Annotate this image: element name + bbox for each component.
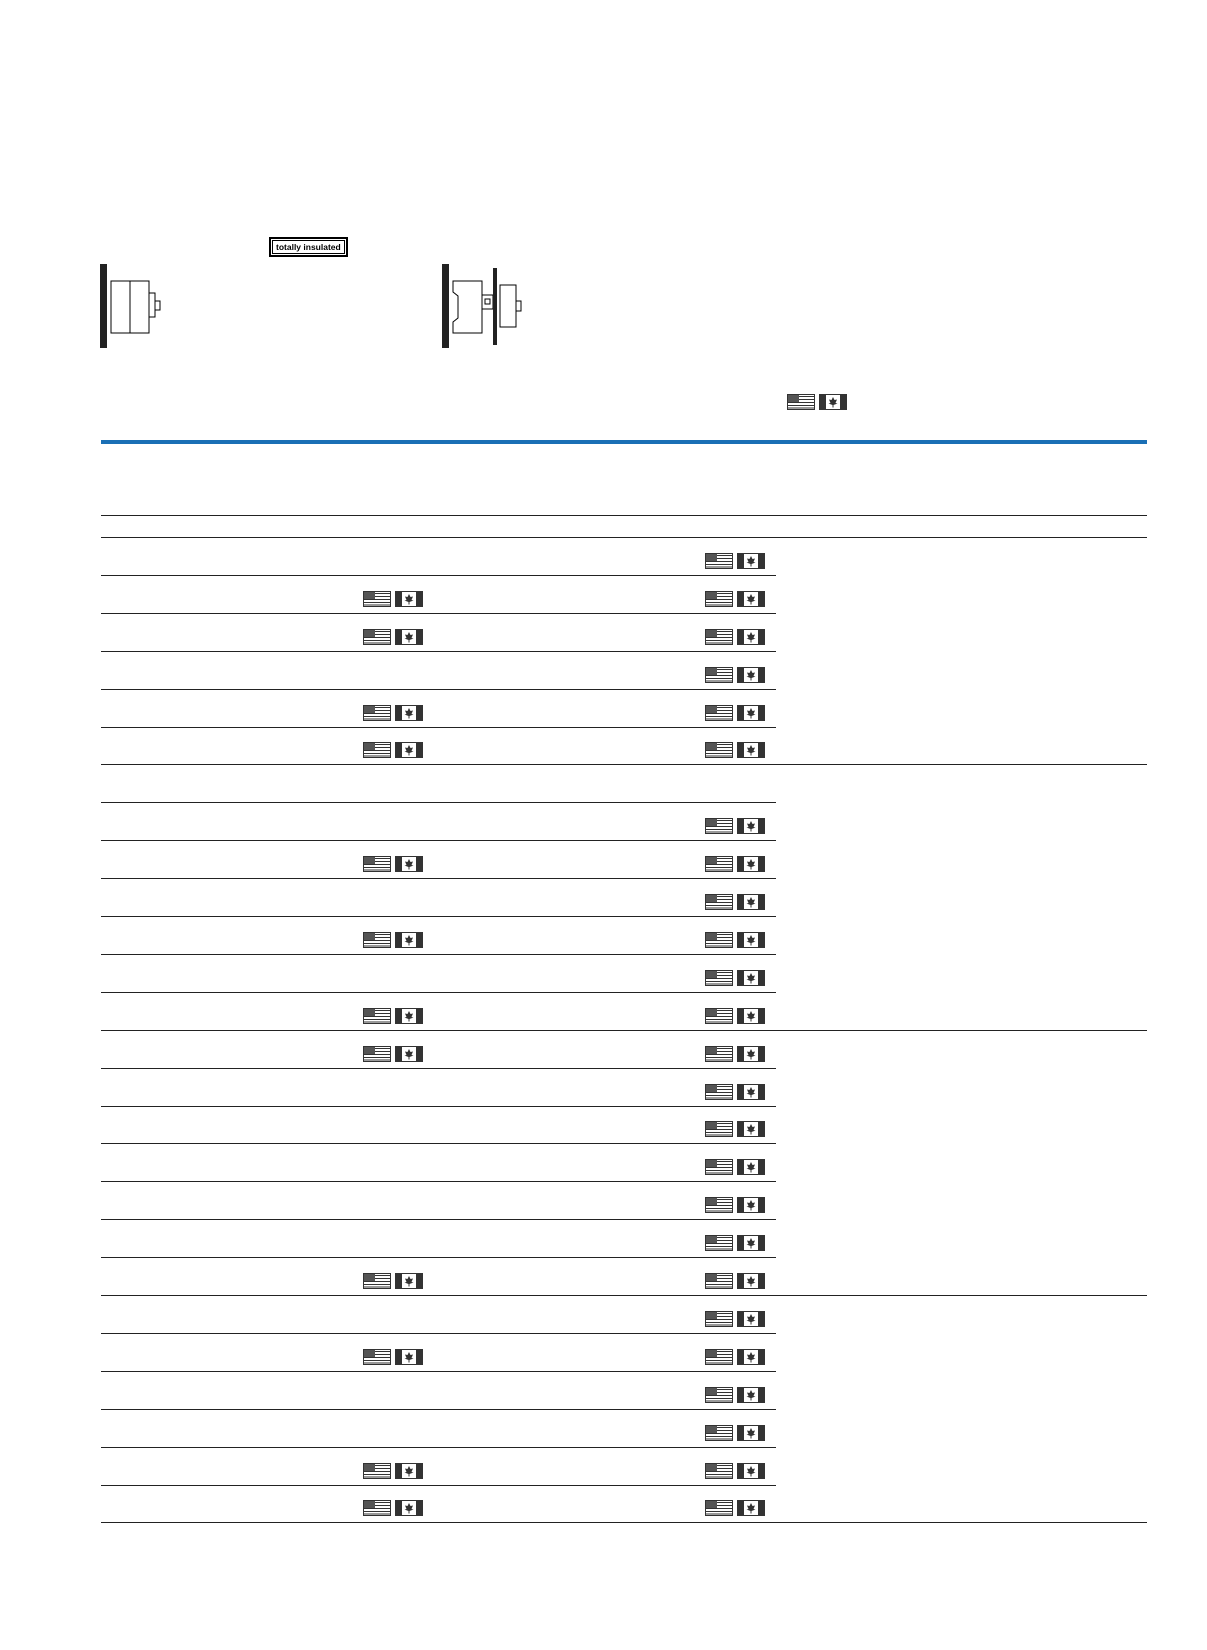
canada-flag-icon <box>737 1197 765 1213</box>
row-right-approval-flags <box>705 1463 765 1479</box>
us-flag-icon <box>705 1121 733 1137</box>
canada-flag-icon <box>395 629 423 645</box>
panel-mount-mounting-diagram-icon <box>442 264 527 349</box>
table-row-rule <box>101 1106 776 1107</box>
table-row-rule <box>101 727 776 728</box>
table-row-rule <box>101 1181 776 1182</box>
us-flag-icon <box>705 856 733 872</box>
badge-label: totally insulated <box>272 240 345 254</box>
us-flag-icon <box>363 856 391 872</box>
totally-insulated-badge <box>269 237 348 257</box>
table-row-rule <box>101 1333 776 1334</box>
us-flag-icon <box>705 970 733 986</box>
canada-flag-icon <box>395 932 423 948</box>
table-row-rule <box>101 575 776 576</box>
row-right-approval-flags <box>705 629 765 645</box>
canada-flag-icon <box>737 742 765 758</box>
row-right-approval-flags <box>705 932 765 948</box>
table-row-rule <box>101 1295 1147 1296</box>
row-left-approval-flags <box>363 1046 423 1062</box>
us-flag-icon <box>363 1500 391 1516</box>
row-right-approval-flags <box>705 1046 765 1062</box>
us-flag-icon <box>705 591 733 607</box>
canada-flag-icon <box>737 667 765 683</box>
us-flag-icon <box>363 1463 391 1479</box>
us-flag-icon <box>705 1311 733 1327</box>
row-right-approval-flags <box>705 1273 765 1289</box>
table-row-rule <box>101 1030 1147 1031</box>
table-row-rule <box>101 1143 776 1144</box>
us-flag-icon <box>705 1349 733 1365</box>
us-flag-icon <box>705 629 733 645</box>
row-left-approval-flags <box>363 1349 423 1365</box>
section-divider <box>101 440 1147 444</box>
row-right-approval-flags <box>705 742 765 758</box>
row-right-approval-flags <box>705 1197 765 1213</box>
canada-flag-icon <box>737 932 765 948</box>
row-right-approval-flags <box>705 970 765 986</box>
canada-flag-icon <box>737 818 765 834</box>
row-left-approval-flags <box>363 742 423 758</box>
canada-flag-icon <box>395 1046 423 1062</box>
us-flag-icon <box>705 667 733 683</box>
row-left-approval-flags <box>363 629 423 645</box>
table-row-rule <box>101 878 776 879</box>
row-right-approval-flags <box>705 1387 765 1403</box>
canada-flag-icon <box>395 591 423 607</box>
row-left-approval-flags <box>363 1500 423 1516</box>
us-flag-icon <box>363 1273 391 1289</box>
us-flag-icon <box>363 1008 391 1024</box>
canada-flag-icon <box>737 629 765 645</box>
canada-flag-icon <box>737 1425 765 1441</box>
canada-flag-icon <box>395 1273 423 1289</box>
row-right-approval-flags <box>705 1311 765 1327</box>
us-flag-icon <box>363 629 391 645</box>
canada-flag-icon <box>737 970 765 986</box>
row-left-approval-flags <box>363 591 423 607</box>
row-left-approval-flags <box>363 1008 423 1024</box>
us-flag-icon <box>705 1500 733 1516</box>
row-right-approval-flags <box>705 894 765 910</box>
row-right-approval-flags <box>705 1008 765 1024</box>
table-row-rule <box>101 1409 776 1410</box>
canada-flag-icon <box>737 894 765 910</box>
us-flag-icon <box>705 553 733 569</box>
us-flag-icon <box>363 591 391 607</box>
us-flag-icon <box>705 818 733 834</box>
us-flag-icon <box>705 742 733 758</box>
row-left-approval-flags <box>363 705 423 721</box>
table-top-rule <box>101 537 1147 538</box>
canada-flag-icon <box>819 394 847 410</box>
canada-flag-icon <box>737 1387 765 1403</box>
canada-flag-icon <box>737 1273 765 1289</box>
row-right-approval-flags <box>705 1500 765 1516</box>
table-row-rule <box>101 992 776 993</box>
canada-flag-icon <box>737 1463 765 1479</box>
canada-flag-icon <box>737 1311 765 1327</box>
table-row-rule <box>101 613 776 614</box>
us-flag-icon <box>705 1084 733 1100</box>
row-right-approval-flags <box>705 1425 765 1441</box>
table-header-rule <box>101 515 1147 516</box>
canada-flag-icon <box>395 742 423 758</box>
row-right-approval-flags <box>705 553 765 569</box>
us-flag-icon <box>363 742 391 758</box>
canada-flag-icon <box>737 1159 765 1175</box>
table-row-rule <box>101 1485 776 1486</box>
canada-flag-icon <box>737 553 765 569</box>
row-right-approval-flags <box>705 818 765 834</box>
canada-flag-icon <box>737 856 765 872</box>
canada-flag-icon <box>737 1500 765 1516</box>
table-row-rule <box>101 1371 776 1372</box>
us-flag-icon <box>705 894 733 910</box>
us-flag-icon <box>705 1425 733 1441</box>
table-row-rule <box>101 840 776 841</box>
canada-flag-icon <box>737 1008 765 1024</box>
canada-flag-icon <box>737 1235 765 1251</box>
canada-flag-icon <box>737 1084 765 1100</box>
us-flag-icon <box>363 932 391 948</box>
table-row-rule <box>101 954 776 955</box>
canada-flag-icon <box>395 1008 423 1024</box>
canada-flag-icon <box>737 1349 765 1365</box>
row-left-approval-flags <box>363 856 423 872</box>
table-row-rule <box>101 916 776 917</box>
table-row-rule <box>101 1219 776 1220</box>
row-left-approval-flags <box>363 1463 423 1479</box>
canada-flag-icon <box>395 705 423 721</box>
totally-insulated-mounting-diagram-icon <box>100 264 170 349</box>
us-flag-icon <box>705 1159 733 1175</box>
us-flag-icon <box>705 932 733 948</box>
row-right-approval-flags <box>705 1121 765 1137</box>
us-flag-icon <box>363 1349 391 1365</box>
us-flag-icon <box>705 1235 733 1251</box>
table-row-rule <box>101 764 1147 765</box>
canada-flag-icon <box>395 1349 423 1365</box>
us-flag-icon <box>787 394 815 410</box>
row-right-approval-flags <box>705 1235 765 1251</box>
us-flag-icon <box>363 705 391 721</box>
row-right-approval-flags <box>705 591 765 607</box>
table-row-rule <box>101 1447 776 1448</box>
us-flag-icon <box>705 1046 733 1062</box>
table-row-rule <box>101 802 776 803</box>
row-right-approval-flags <box>705 705 765 721</box>
us-flag-icon <box>705 1463 733 1479</box>
canada-flag-icon <box>737 1121 765 1137</box>
table-row-rule <box>101 1068 776 1069</box>
us-flag-icon <box>705 1197 733 1213</box>
header-approval-flags <box>787 394 847 410</box>
row-left-approval-flags <box>363 932 423 948</box>
row-left-approval-flags <box>363 1273 423 1289</box>
row-right-approval-flags <box>705 1159 765 1175</box>
canada-flag-icon <box>395 1500 423 1516</box>
canada-flag-icon <box>737 705 765 721</box>
table-row-rule <box>101 1522 1147 1523</box>
canada-flag-icon <box>737 591 765 607</box>
us-flag-icon <box>363 1046 391 1062</box>
row-right-approval-flags <box>705 1349 765 1365</box>
canada-flag-icon <box>737 1046 765 1062</box>
row-right-approval-flags <box>705 1084 765 1100</box>
us-flag-icon <box>705 1387 733 1403</box>
row-right-approval-flags <box>705 856 765 872</box>
canada-flag-icon <box>395 856 423 872</box>
us-flag-icon <box>705 1273 733 1289</box>
table-row-rule <box>101 689 776 690</box>
table-row-rule <box>101 651 776 652</box>
us-flag-icon <box>705 705 733 721</box>
us-flag-icon <box>705 1008 733 1024</box>
row-right-approval-flags <box>705 667 765 683</box>
canada-flag-icon <box>395 1463 423 1479</box>
table-row-rule <box>101 1257 776 1258</box>
